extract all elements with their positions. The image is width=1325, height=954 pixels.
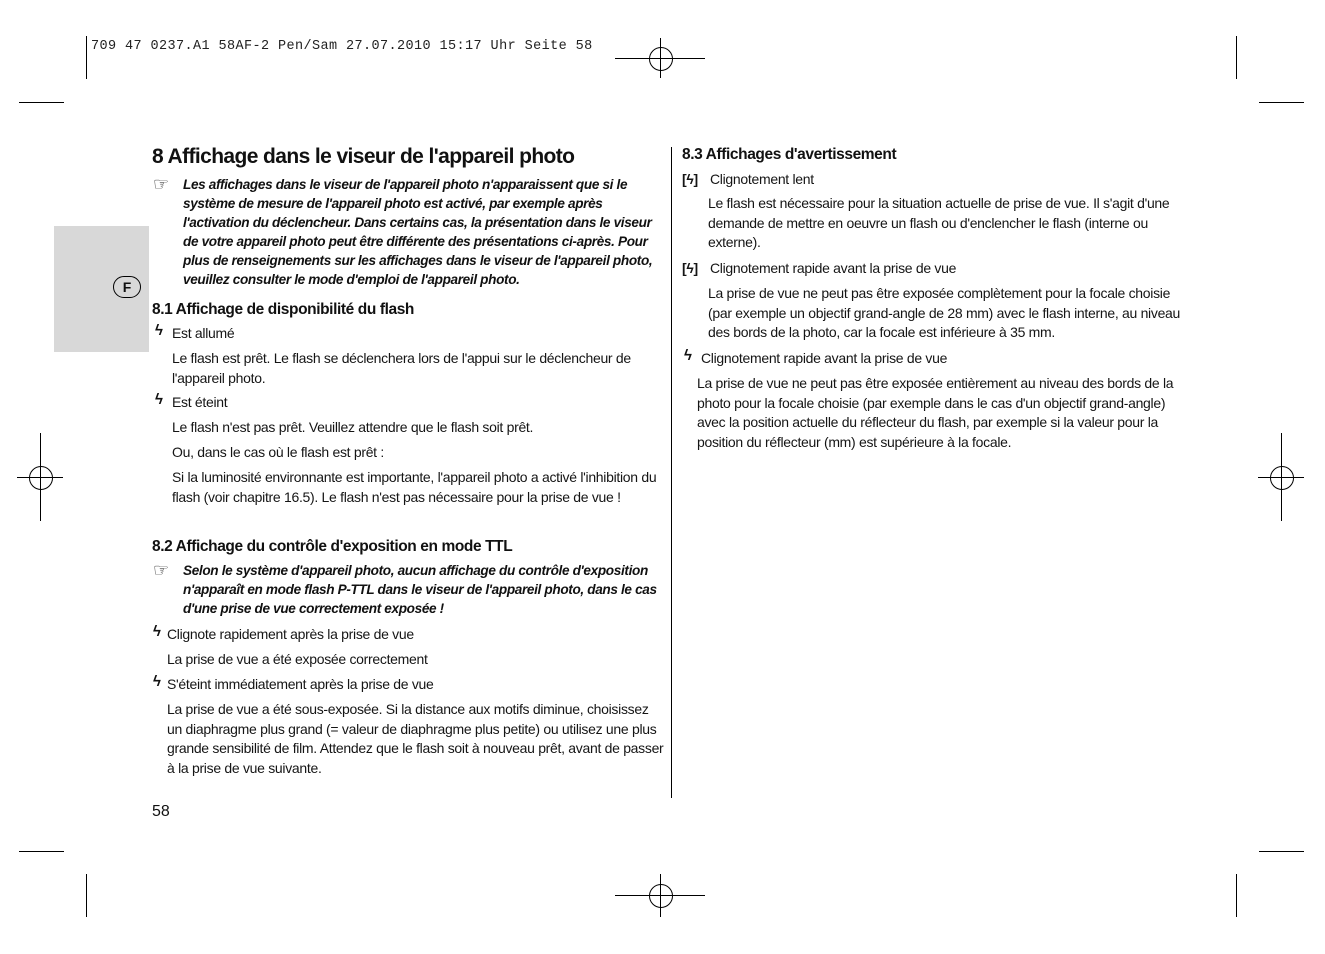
s82-item2-label: S'éteint immédiatement après la prise de vue xyxy=(167,676,434,692)
s83-item3-text: La prise de vue ne peut pas être exposée entièrement au niveau des bords de la photo pour la focale choisie (par exemple dans le cas d'un objectif grand-angle) avec la position actuelle du réflecteur du flash, par exemple si la valeur pour la position du réflecteur (mm) est supérieure à la focale. xyxy=(697,375,1174,450)
registration-mark-top-v xyxy=(660,38,661,78)
print-header: 709 47 0237.A1 58AF-2 Pen/Sam 27.07.2010 15:17 Uhr Seite 58 xyxy=(91,39,593,54)
s82-item1-label: Clignote rapidement après la prise de vue xyxy=(167,626,414,642)
s81-item1-text: Le flash est prêt. Le flash se déclenchera lors de l'appui sur le déclencheur de l'appareil photo. xyxy=(172,350,631,386)
registration-mark-bottom-icon xyxy=(649,884,673,908)
section-8-3-heading: 8.3 Affichages d'avertissement xyxy=(682,146,897,163)
s83-item2-label: Clignotement rapide avant la prise de vue xyxy=(710,260,957,276)
s81-item2-text3: Si la luminosité environnante est importante, l'appareil photo a activé l'inhibition du flash (voir chapitre 16.5). Le flash n'est pas nécessaire pour la prise de vue ! xyxy=(172,469,657,505)
column-divider xyxy=(671,147,672,798)
section-8-title: 8 Affichage dans le viseur de l'appareil photo xyxy=(152,145,575,168)
intro-note: Les affichages dans le viseur de l'appareil photo n'apparaissent que si le système de mesure de l'appareil photo est activé, par exemple après l'activation du déclencheur. Dans certains cas, la présentation dans le viseur de votre appareil photo peut être différente des présentations ci-après. Pour plus de renseignements sur les affichages dans le viseur de l'appareil photo, veuillez consulter le mode d'emploi de l'appareil photo. xyxy=(183,177,653,287)
flash-bolt-icon: ϟ xyxy=(684,347,692,364)
registration-mark-right-icon xyxy=(1270,466,1294,490)
crop-mark-bottom-left-h xyxy=(19,851,64,852)
s83-item1-label: Clignotement lent xyxy=(710,171,814,187)
crop-mark-bottom-right-v xyxy=(1236,874,1237,917)
s82-note: Selon le système d'appareil photo, aucun affichage du contrôle d'exposition n'apparaît en mode flash P-TTL dans le viseur de l'appareil photo, dans le cas d'une prise de vue correctement exposée ! xyxy=(183,563,657,616)
s81-item2-text1: Le flash n'est pas prêt. Veuillez attendre que le flash soit prêt. xyxy=(172,419,534,435)
s83-item1-text: Le flash est nécessaire pour la situation actuelle de prise de vue. Il s'agit d'une demande de mettre en oeuvre un flash ou d'enclencher le flash (interne ou externe). xyxy=(708,195,1170,250)
s83-item3-label: Clignotement rapide avant la prise de vue xyxy=(701,350,948,366)
crop-mark-top-right-v xyxy=(1236,36,1237,79)
flash-bracketed-icon: [ϟ] xyxy=(682,171,698,187)
s82-item2-text: La prise de vue a été sous-exposée. Si la distance aux motifs diminue, choisissez un diaphragme plus grand (= valeur de diaphragme plus petite) ou utilisez une plus grande sensibilité de film. Attendez que le flash soit à nouveau prêt, avant de passer à la prise de vue suivante. xyxy=(167,701,664,776)
section-8-2-heading: 8.2 Affichage du contrôle d'exposition en mode TTL xyxy=(152,538,513,555)
flash-bolt-icon: ϟ xyxy=(155,322,163,339)
flash-bolt-icon: ϟ xyxy=(155,391,163,408)
language-tab-letter: F xyxy=(113,276,141,298)
s81-item1-label: Est allumé xyxy=(172,325,235,341)
s82-item1-text: La prise de vue a été exposée correctement xyxy=(167,651,428,667)
registration-mark-left-v xyxy=(40,433,41,521)
crop-mark-top-left-h xyxy=(19,102,64,103)
registration-mark-top-icon xyxy=(649,47,673,71)
s83-item2-text: La prise de vue ne peut pas être exposée complètement pour la focale choisie (par exemple un objectif grand-angle de 28 mm) avec le flash interne, au niveau des bords de la photo, car la focale est inférieure à 35 mm. xyxy=(708,285,1181,340)
section-8-1-heading: 8.1 Affichage de disponibilité du flash xyxy=(152,301,415,318)
registration-mark-left-icon xyxy=(29,466,53,490)
crop-mark-bottom-left-v xyxy=(86,874,87,917)
registration-mark-right-v xyxy=(1281,433,1282,521)
crop-mark-top-right-h xyxy=(1259,102,1304,103)
s81-item2-label: Est éteint xyxy=(172,394,228,410)
flash-bolt-icon: ϟ xyxy=(153,673,161,690)
pointing-hand-icon: ☞ xyxy=(153,560,170,580)
page-number: 58 xyxy=(152,803,170,820)
crop-mark-top-left-v xyxy=(86,36,87,79)
pointing-hand-icon: ☞ xyxy=(153,174,170,194)
flash-bolt-icon: ϟ xyxy=(153,623,161,640)
s81-item2-text2: Ou, dans le cas où le flash est prêt : xyxy=(172,444,384,460)
crop-mark-bottom-right-h xyxy=(1259,851,1304,852)
flash-bracketed-icon: [ϟ] xyxy=(682,260,698,276)
registration-mark-bottom-v xyxy=(660,874,661,917)
